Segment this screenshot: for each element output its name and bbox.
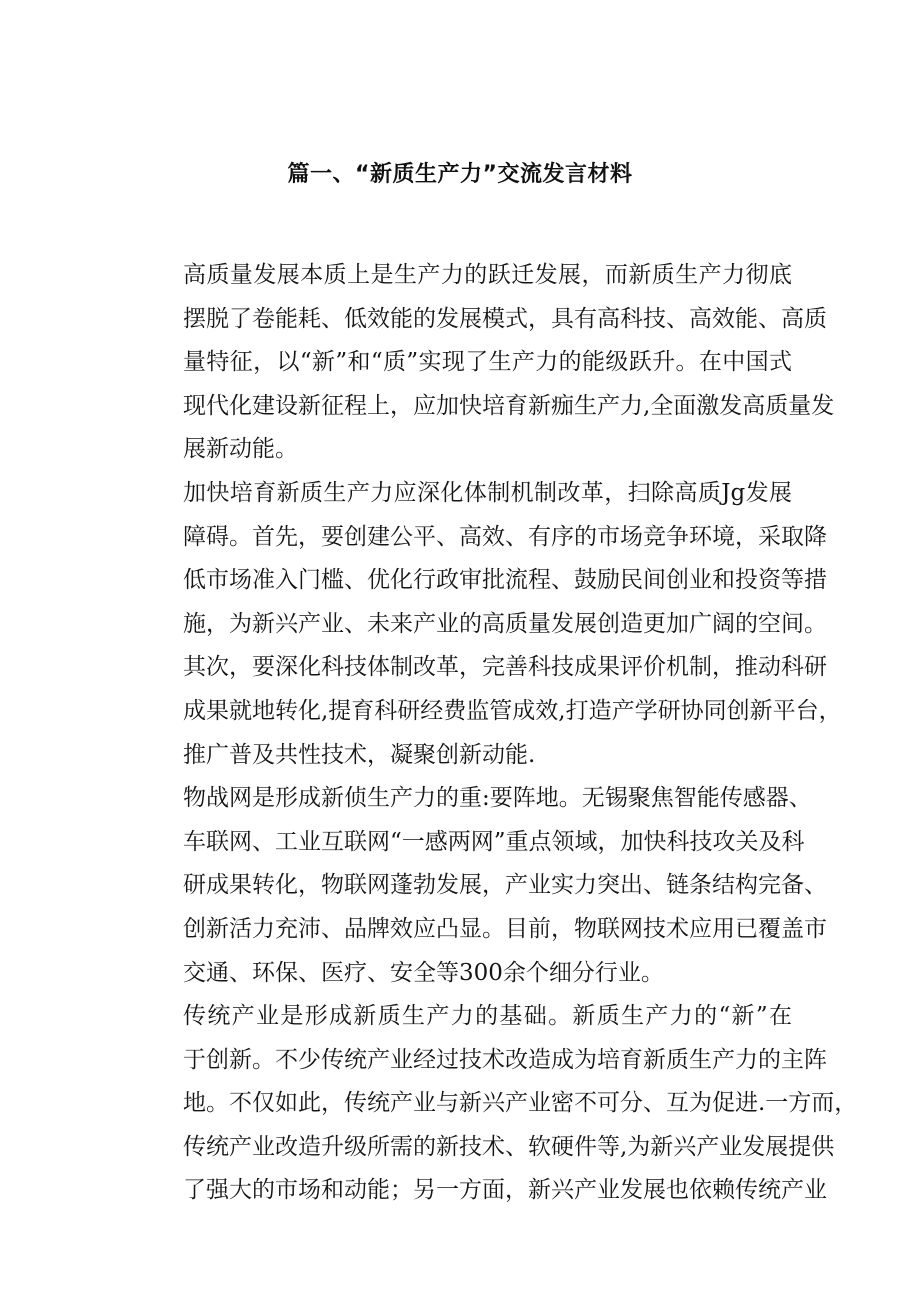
text-line: 加快培育新质生产力应深化体制机制改革，扫除高质Jg发展 (183, 479, 792, 506)
text-line: 地。不仅如此，传统产业与新兴产业密不可分、互为促进.一方而， (183, 1090, 858, 1117)
text-line: 传统产业是形成新质生产力的基础。新质生产力的“新”在 (183, 1003, 792, 1030)
text-line: 其次，要深化科技体制改革，完善科技成果评价机制，推动科研 (183, 654, 827, 681)
text-line: 物战网是形成新侦生产力的重:要阵地。无锡聚焦智能传感器、 (183, 785, 812, 812)
text-line: 现代化建设新征程上，应加快培育新痂生产力,全面激发高质量发 (183, 392, 835, 419)
text-line: 交通、环保、医疗、安全等300余个细分行业。 (183, 959, 664, 986)
document-title: 篇一、“新质生产力”交流发言材料 (287, 162, 633, 187)
text-line: 研成果转化，物联网蓬勃发展，产业实力突出、链条结构完备、 (183, 872, 827, 899)
paragraph-3 (137, 777, 827, 995)
text-line: 传统产业改造升级所需的新技术、软硬件等,为新兴产业发展提供 (183, 1133, 835, 1160)
text-line: 于创新。不少传统产业经过技术改造成为培育新质生产力的主阵 (183, 1046, 827, 1073)
paragraph-1 (137, 254, 835, 472)
text-line: 高质量发展本质上是生产力的跃迁发展，而新质生产力彻底 (183, 262, 792, 288)
text-line: 量特征，以“新”和“质”实现了生产力的能级跃升。在中国式 (183, 349, 792, 376)
text-line: 车联网、工业互联网“一感两网”重点领域，加快科技攻关及科 (183, 828, 805, 855)
text-line: 推广普及共性技术，凝聚创新动能. (183, 741, 536, 768)
document-body (137, 254, 858, 1213)
text-line: 摆脱了卷能耗、低效能的发展模式，具有高科技、高效能、高质 (183, 305, 827, 332)
text-line: 创新活力充沛、品牌效应凸显。目前，物联网技术应用已覆盖市 (183, 915, 827, 942)
text-line: 障碍。首先，要创建公平、高效、有序的市场竞争环境，采取降 (183, 523, 827, 550)
text-line: 成果就地转化,提育科研经费监管成效,打造产学研协同创新平台， (183, 697, 842, 724)
text-line: 展新动能。 (183, 436, 298, 463)
text-line: 了强大的市场和动能；另一方面，新兴产业发展也依赖传统产业 (183, 1177, 827, 1204)
text-line: 施，为新兴产业、未来产业的高质量发展创造更加广阔的空间。 (183, 610, 827, 637)
paragraph-4 (137, 995, 858, 1213)
paragraph-2 (137, 472, 842, 777)
text-line: 低市场准入门槛、优化行政审批流程、鼓励民间创业和投资等措 (183, 567, 827, 594)
